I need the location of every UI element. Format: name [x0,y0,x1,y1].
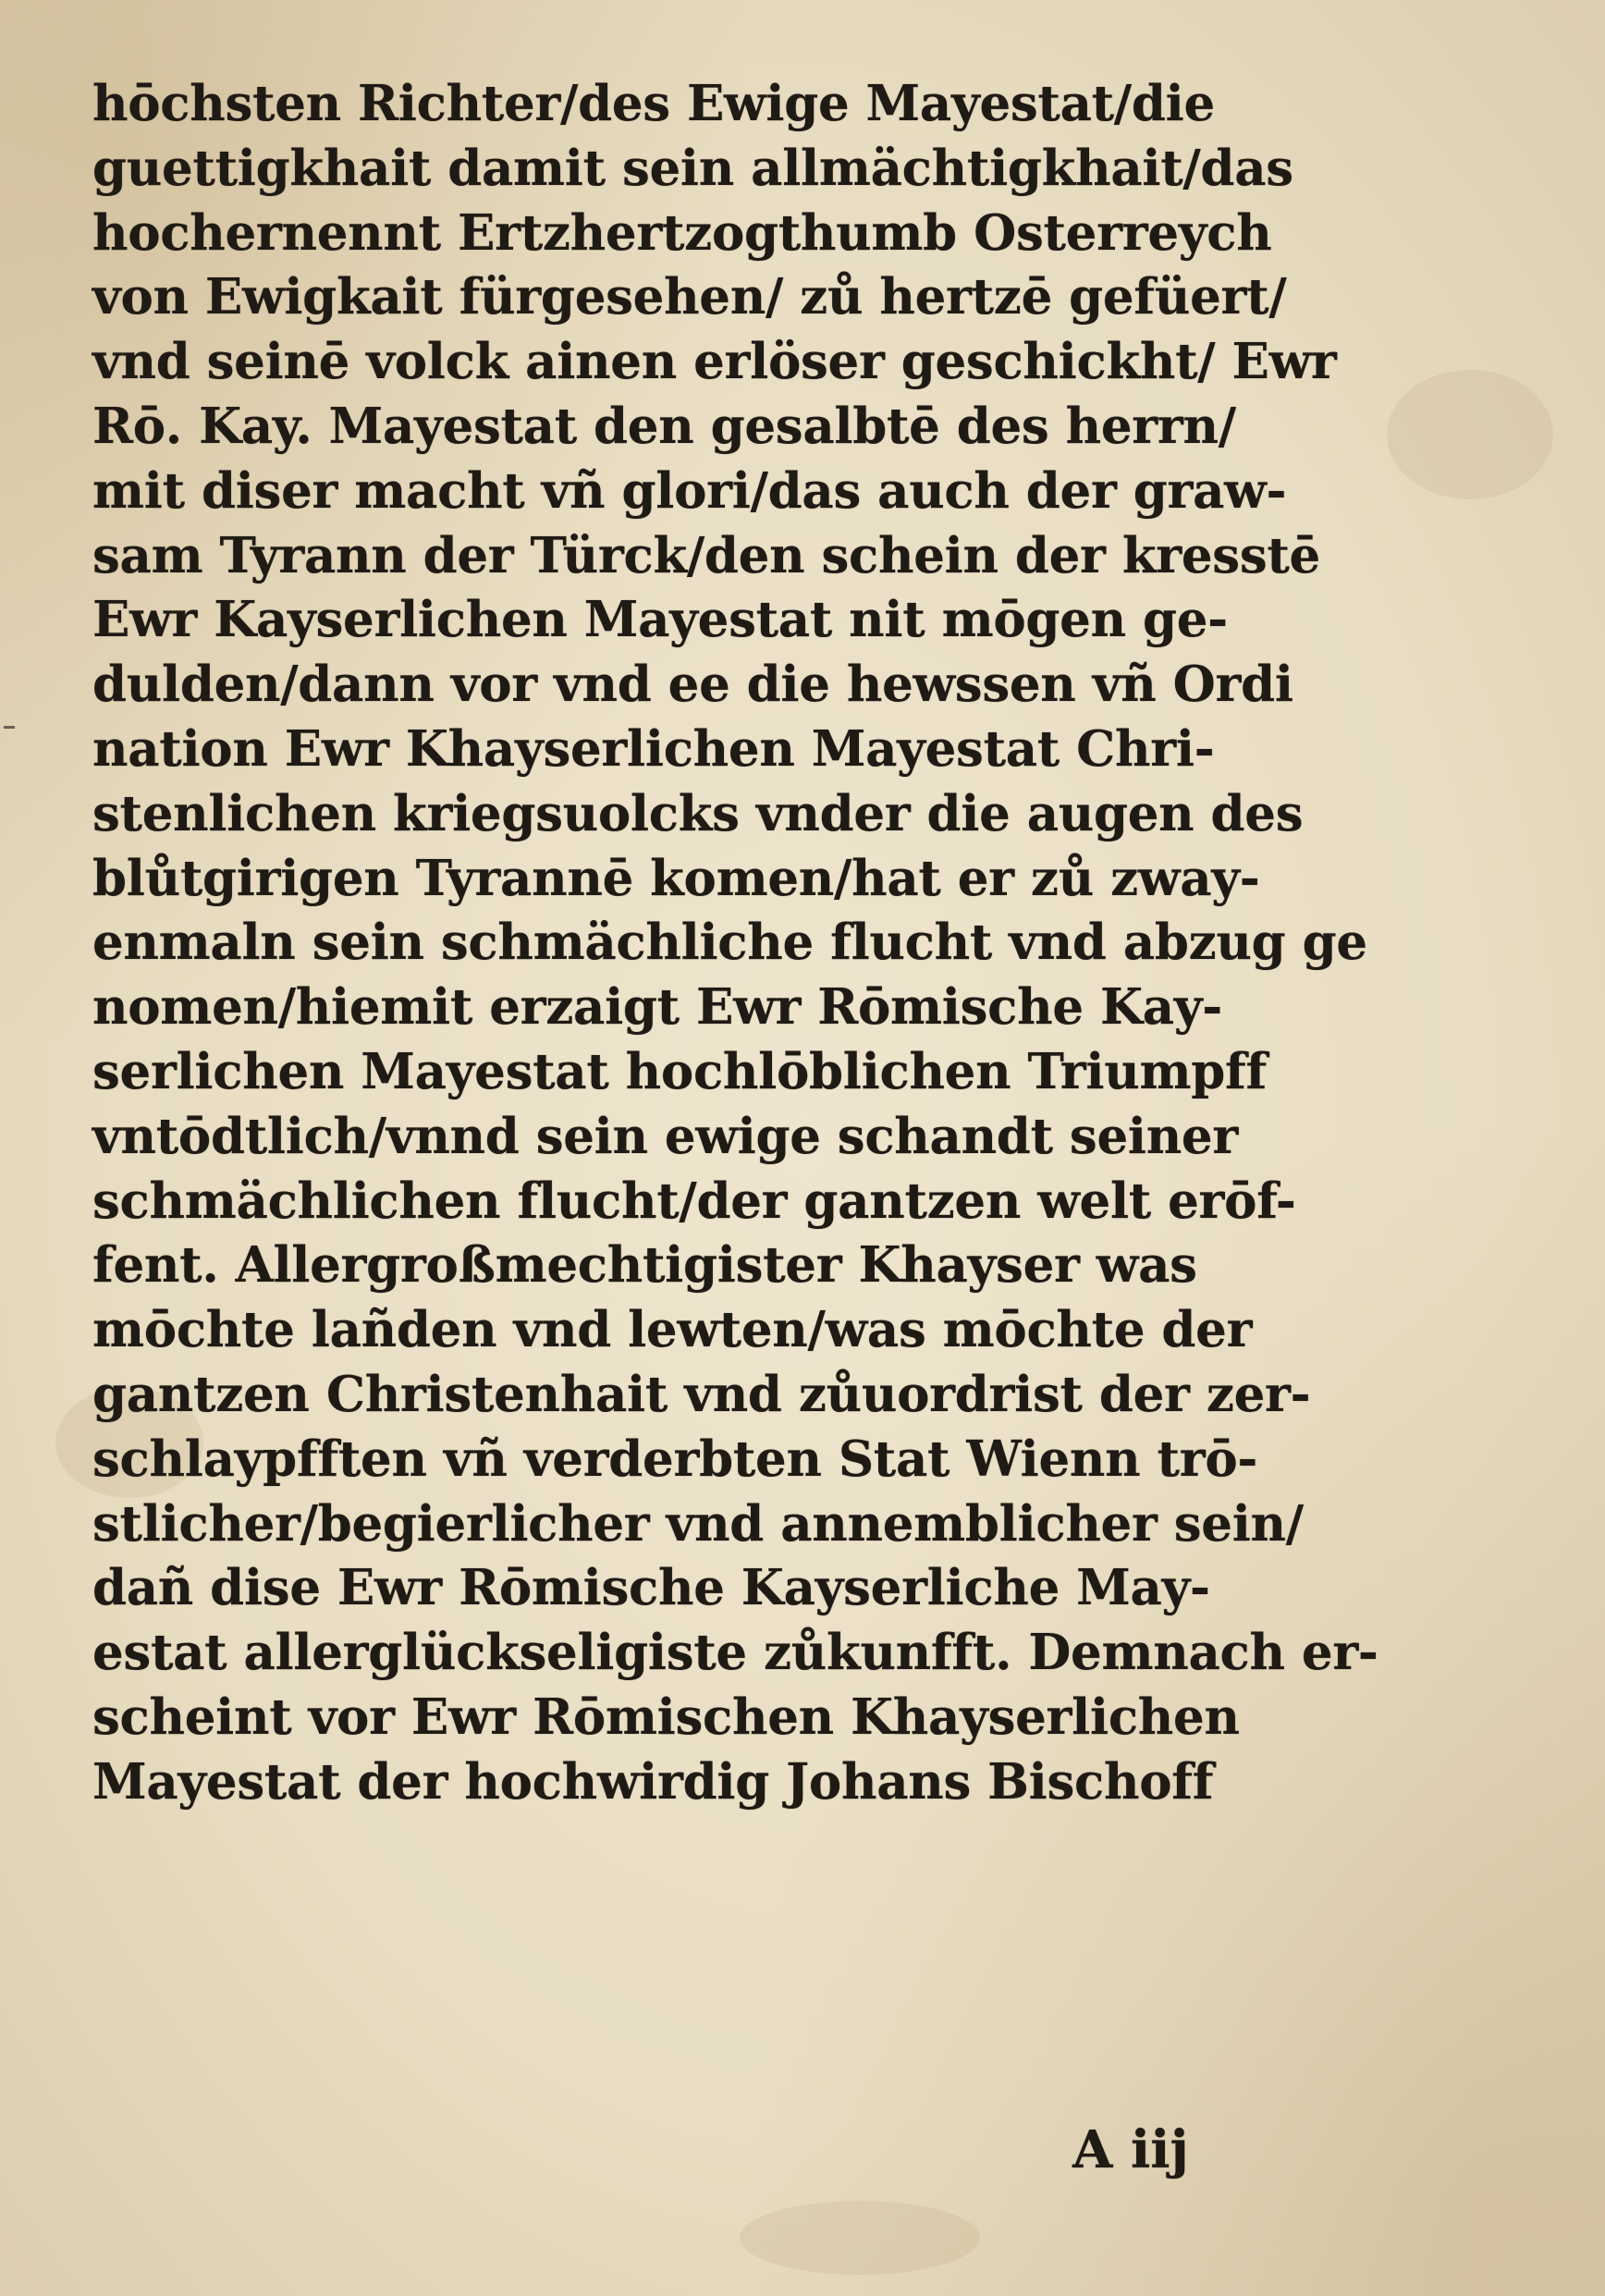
text-line: stlicher/begierlicher vnd annemblicher sein/ [92,1494,1304,1553]
text-line: gantzen Christenhait vnd zůuordrist der zer- [92,1365,1311,1423]
text-line: Ewr Kayserlichen Mayestat nit mōgen ge- [92,591,1228,649]
text-line: Rō. Kay. Mayestat den gesalbtē des herrn/ [92,397,1236,455]
text-line: von Ewigkait fürgesehen/ zů hertzē gefüert/ [92,268,1287,326]
text-line: serlichen Mayestat hochlōblichen Triumpff [92,1042,1268,1100]
text-line: hochernennt Ertzhertzogthumb Osterreych [92,203,1272,262]
text-line: enmaln sein schmächliche flucht vnd abzug ge [92,914,1367,972]
text-line: Mayestat der hochwirdig Johans Bischoff [92,1752,1214,1811]
edge-mark [4,726,15,729]
paper-stain [740,2201,980,2275]
text-line: vnd seinē volck ainen erlöser geschickht/ Ewr [92,333,1337,391]
text-line: nomen/hiemit erzaigt Ewr Rōmische Kay- [92,978,1222,1037]
body-text [92,72,1433,1815]
text-line: mōchte lañden vnd lewten/was mōchte der [92,1301,1253,1359]
text-line: nation Ewr Khayserlichen Mayestat Chri- [92,719,1215,778]
text-line: scheint vor Ewr Rōmischen Khayserlichen [92,1688,1240,1746]
text-line: vntōdtlich/vnnd sein ewige schandt seiner [92,1107,1238,1165]
text-line: estat allerglückseligiste zůkunfft. Demnach er- [92,1624,1378,1682]
text-line: blůtgirigen Tyrannē komen/hat er zů zway- [92,849,1260,907]
text-line: schmächlichen flucht/der gantzen welt erōf- [92,1172,1296,1230]
text-line: schlaypfften vñ verderbten Stat Wienn trō- [92,1430,1258,1488]
text-line: hōchsten Richter/des Ewige Mayestat/die [92,75,1215,132]
signature-mark: A iij [1072,2119,1189,2180]
text-line: mit diser macht vñ glori/das auch der graw- [92,461,1287,520]
text-line: dañ dise Ewr Rōmische Kayserliche May- [92,1559,1210,1617]
text-line: fent. Allergroßmechtigister Khayser was [92,1236,1197,1295]
text-line: sam Tyrann der Türck/den schein der kresstē [92,526,1320,584]
text-line: stenlichen kriegsuolcks vnder die augen des [92,784,1304,842]
text-line: guettigkhait damit sein allmächtigkhait/das [92,139,1293,197]
text-line: dulden/dann vor vnd ee die hewssen vñ Ordi [92,656,1293,714]
